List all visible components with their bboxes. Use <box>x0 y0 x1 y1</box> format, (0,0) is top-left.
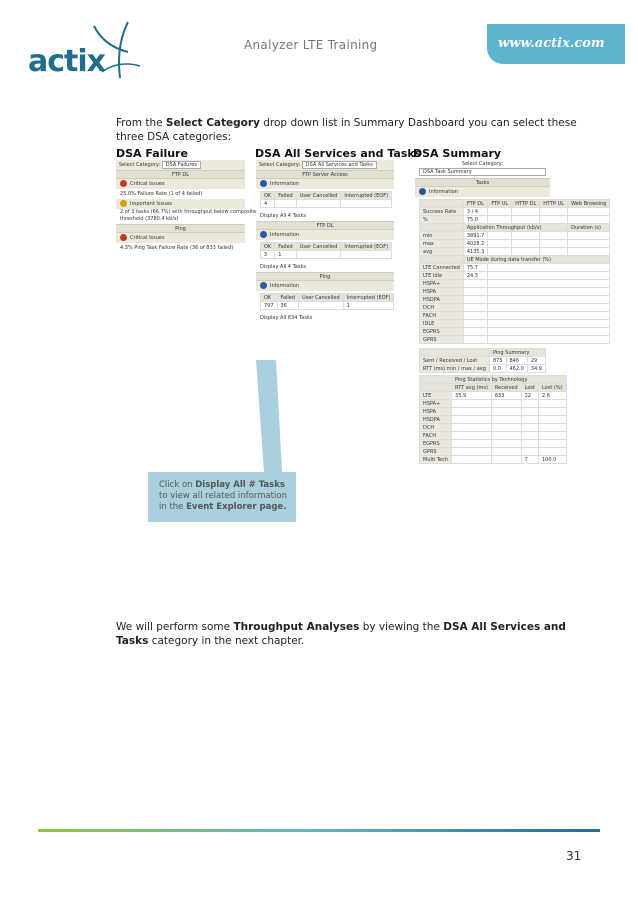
category-select[interactable]: DSA Task Summary <box>419 168 546 176</box>
task-table: FTP DL FTP UL HTTP DL HTTP UL Web Browsing Success Rate 3 / 4 % 75.0 Application Throughput (kb/s) Duration (s) min 3891.7 max 4028.2 avg 4135.3 UE Mode during data transfer (%) LTE Connected 75.7 LTE Idle 24.3 HSPA+ HSPA HSDPA DCH FACH IDLE EGPRS GPRS <box>419 199 610 344</box>
section-dsa-summary: DSA Summary <box>413 147 502 160</box>
warning-icon <box>120 200 127 207</box>
status-table: OK Failed User Cancelled Interrupted (EOF) 4 <box>260 191 392 208</box>
tasks-header: Tasks <box>415 178 550 187</box>
display-all-link[interactable]: Display All 4 Tasks <box>260 213 306 219</box>
display-all-link[interactable]: Display All 834 Tasks <box>260 315 313 321</box>
ping-header: Ping <box>256 272 394 281</box>
callout-text: Click on Display All # Tasks to view all related information in the Event Explorer page. <box>159 480 287 512</box>
error-icon <box>120 234 127 241</box>
intro-paragraph: From the Select Category drop down list in Summary Dashboard you can select these three DSA categories: <box>116 117 577 143</box>
critical-issues-row: Critical Issues <box>116 179 245 189</box>
issue-text: 4.3% Ping Task Failure Rate (36 of 833 failed) <box>120 245 234 251</box>
ftp-dl-header: FTP DL <box>116 170 245 179</box>
info-icon <box>260 231 267 238</box>
outro-paragraph: We will perform some Throughput Analyses by viewing the DSA All Services and Tasks category in the next chapter. <box>116 621 566 647</box>
info-icon <box>260 180 267 187</box>
display-all-link[interactable]: Display All 4 Tasks <box>260 264 306 270</box>
select-label: Select Category: <box>119 162 161 168</box>
dsa-all-panel: Select Category: DSA All Services and Tasks FTP Server Access Information OK Failed User Cancelled Interrupted (EOF) 4 Display All 4 Tasks FTP DL Information OK Failed User Cancelled Interrupted (EOF) 3 1 Display All 4 Tasks Ping Information OK Failed User Cancelled Interrupted (EOF) 797 36 1 Display All 834 Tasks <box>256 160 394 360</box>
critical-issues-row: Critical Issues <box>116 233 245 243</box>
dsa-summary-panel: Select Category: DSA Task Summary Tasks Information FTP DL FTP UL HTTP DL HTTP UL Web Browsing Success Rate 3 / 4 % 75.0 Application Throughput (kb/s) Duration (s) min 3891.7 max 4028.2 avg 4135.3 UE Mode during data transfer (%) LTE Connected 75.7 LTE Idle 24.3 HSPA+ HSPA HSDPA DCH FACH IDLE EGPRS GPRS Ping Summary Sent / Received / Lost 875 846 29 RTT (ms) min / max / avg 0.0 462.0 34.9 Ping Statistics by Technology RTT avg (ms) Received Lost Lost (%) LTE 35.9 833 22 2.6 HSPA+ HSPA HSDPA DCH FACH EGPRS GPRS Multi Tech 7 100.0 <box>415 160 550 578</box>
category-select[interactable]: DSA All Services and Tasks <box>302 161 377 169</box>
ping-tech-table: Ping Statistics by Technology RTT avg (ms) Received Lost Lost (%) LTE 35.9 833 22 2.6 HSPA+ HSPA HSDPA DCH FACH EGPRS GPRS Multi Tech 7 100.0 <box>419 375 567 464</box>
ftp-dl-header: FTP DL <box>256 221 394 230</box>
ping-header: Ping <box>116 224 245 233</box>
info-icon <box>260 282 267 289</box>
document-title: Analyzer LTE Training <box>244 38 378 52</box>
issue-text: 25.0% Failure Rate (1 of 4 failed) <box>120 191 203 197</box>
section-dsa-failure: DSA Failure <box>116 147 188 160</box>
select-label: Select Category: <box>259 162 301 168</box>
logo-wordmark: actix <box>28 44 106 79</box>
info-icon <box>419 188 426 195</box>
status-table: OK Failed User Cancelled Interrupted (EOF) 797 36 1 <box>260 293 394 310</box>
status-table: OK Failed User Cancelled Interrupted (EOF) 3 1 <box>260 242 392 259</box>
ping-summary-table: Ping Summary Sent / Received / Lost 875 846 29 RTT (ms) min / max / avg 0.0 462.0 34.9 <box>419 348 546 373</box>
category-select[interactable]: DSA Failures <box>162 161 201 169</box>
select-label: Select Category: <box>461 161 504 167</box>
section-dsa-all: DSA All Services and Tasks <box>255 147 422 160</box>
issue-text: 2 of 3 tasks (66.7%) with throughput below composite <box>120 209 257 215</box>
footer-rule <box>38 829 600 832</box>
issue-text: threshold (3780.4 kb/s) <box>120 216 179 222</box>
error-icon <box>120 180 127 187</box>
dsa-failure-panel <box>116 160 257 280</box>
ftp-server-header: FTP Server Access <box>256 170 394 179</box>
important-issues-row: Important Issues <box>116 199 245 209</box>
brand-url: www.actix.com <box>498 36 605 51</box>
page-number: 31 <box>566 849 582 863</box>
